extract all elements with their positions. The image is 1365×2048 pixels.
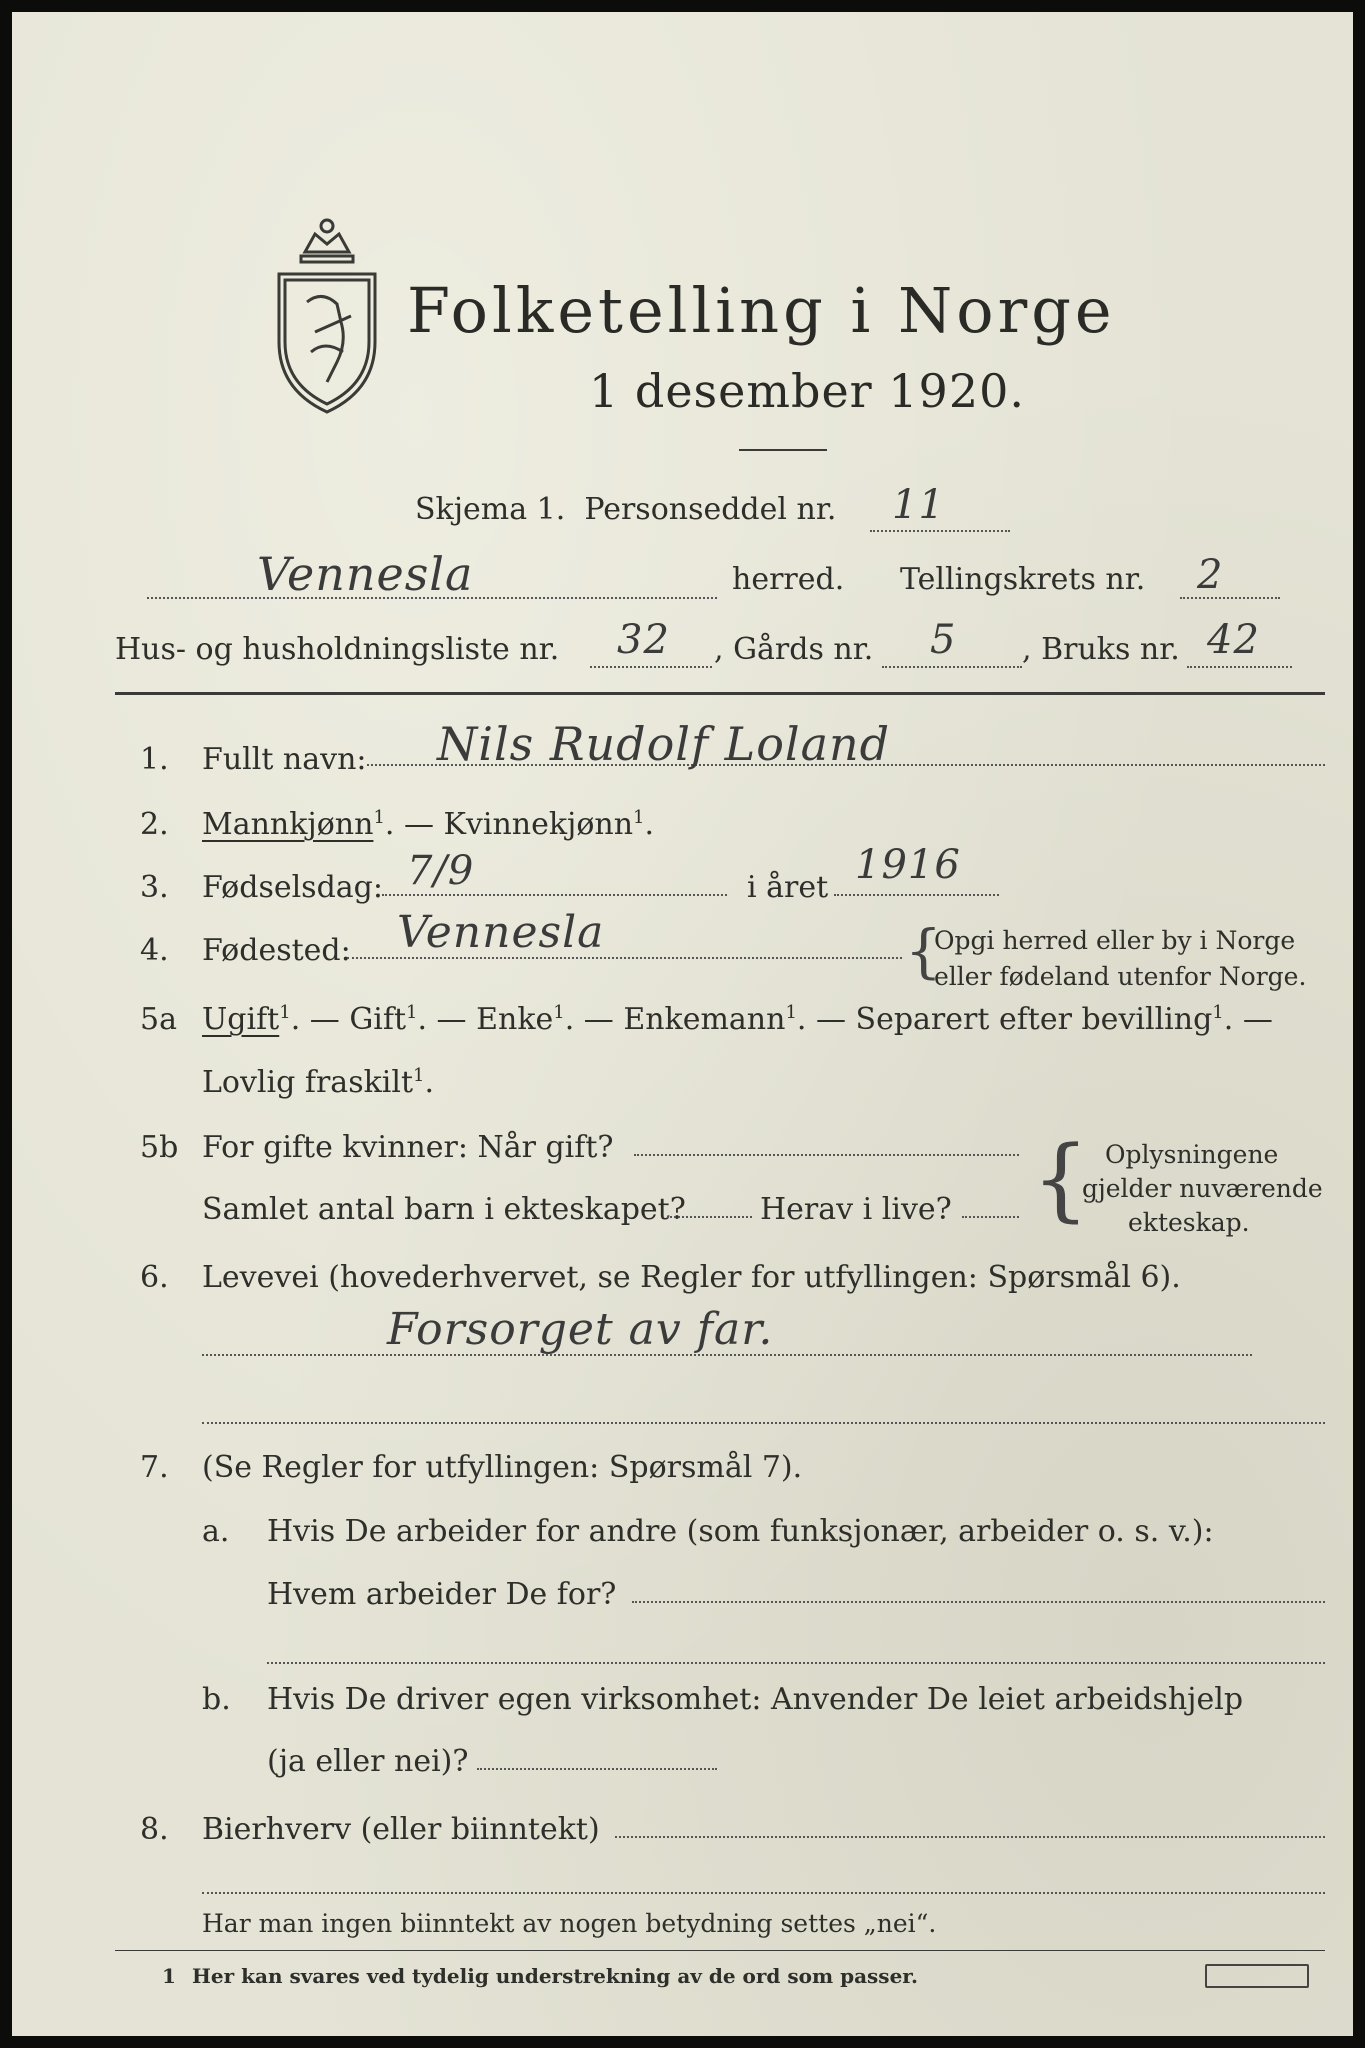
q4-number: 4.: [140, 933, 169, 968]
q5b-note-line1: Oplysningene: [1105, 1140, 1279, 1169]
q8-label: Bierhverv (eller biinntekt): [202, 1812, 600, 1847]
full-name-value: Nils Rudolf Loland: [437, 717, 891, 771]
marital-gift: Gift: [349, 1002, 407, 1037]
q2-number: 2.: [140, 807, 169, 842]
header-divider: [115, 692, 1325, 695]
marital-fraskilt: Lovlig fraskilt$^1$.: [202, 1065, 435, 1100]
q3-label: Fødselsdag:: [202, 870, 383, 905]
tellingskrets-label: Tellingskrets nr.: [900, 562, 1146, 597]
skjema-label: Skjema 1. Personseddel nr.: [415, 492, 837, 527]
gender-female: Kvinnekjønn: [443, 807, 634, 842]
q7a-employer-label: Hvem arbeider De for?: [267, 1577, 617, 1612]
q3-number: 3.: [140, 870, 169, 905]
herred-value: Vennesla: [257, 547, 474, 601]
q5b-children-total: Samlet antal barn i ekteskapet?: [202, 1192, 686, 1227]
census-date: 1 desember 1920.: [589, 364, 1025, 418]
birthplace-value: Vennesla: [397, 907, 605, 958]
q5a-number: 5a: [140, 1002, 177, 1037]
q4-label: Fødested:: [202, 933, 351, 968]
tellingskrets-number: 2: [1197, 552, 1224, 598]
bruks-number: 42: [1207, 617, 1260, 663]
q1-label: Fullt navn:: [202, 742, 367, 777]
birthday-value: 7/9: [407, 848, 475, 894]
herred-label: herred.: [732, 562, 845, 597]
q7b-yes-no-label: (ja eller nei)?: [267, 1744, 469, 1779]
personseddel-number: 11: [892, 482, 945, 528]
q7a-letter: a.: [202, 1514, 230, 1549]
q7-label: (Se Regler for utfyllingen: Spørsmål 7).: [202, 1450, 803, 1485]
husholdningsliste-number: 32: [617, 617, 670, 663]
q5b-when-married: For gifte kvinner: Når gift?: [202, 1130, 614, 1165]
occupation-value: Forsorget av far.: [387, 1304, 774, 1355]
year-label: i året: [747, 870, 829, 905]
birthplace-note-line2: eller fødeland utenfor Norge.: [934, 962, 1307, 991]
biinntekt-note: Har man ingen biinntekt av nogen betydning settes „nei“.: [202, 1909, 937, 1938]
marital-separert: Separert efter bevilling: [855, 1002, 1213, 1037]
q7b-letter: b.: [202, 1682, 231, 1717]
footnote-mark: 1: [162, 1964, 176, 1988]
census-form-page: Folketelling i Norge 1 desember 1920. Skjema 1. Personseddel nr. 11 Vennesla herred. Tellingskrets nr. 2 Hus- og husholdningsliste nr. 32 , Gårds nr. 5 , Bruks nr. 42 1. Fullt navn: Nils Rudolf Loland 2. Mannkjønn$^1$. — Kvinnekjønn$^1$. 3. Fødselsdag: 7/9 i året 1916 4. Fødested: Vennesla { Opgi herred eller by i Norge eller fødeland utenfor Norge. 5a Ugift$^1$. — Gift$^1$. — Enke$^1$. — Enkemann$^1$. — Separert efter bevilling$^1$. — Lovlig fraskilt$^1$. 5b For gifte kvinner: Når gift? Samlet antal barn i ekteskapet? Herav i live? { Oplysningene gjelder nuværende ekteskap. 6. Levevei (hovederhvervet, se Regler for utfyllingen: Spørsmål 6). Forsorget av far. 7. (Se Regler for utfyllingen: Spørsmål 7). a. Hvis De arbeider for andre (som funksjonær, arbeider o. s. v.): Hvem arbeider De for? b. Hvis De driver egen virksomhet: Anvender De leiet arbeidshjelp (ja eller nei)? 8. Bierhverv (eller biinntekt) Har man ingen biinntekt av nogen betydning settes „nei“. 1 Her kan svares ved tydelig understrekning av de ord som passer.: [12, 12, 1353, 2036]
q7a-question: Hvis De arbeider for andre (som funksjonær, arbeider o. s. v.):: [267, 1514, 1214, 1549]
gards-label: , Gårds nr.: [714, 632, 874, 667]
gards-number: 5: [930, 617, 957, 663]
q6-label: Levevei (hovederhvervet, se Regler for utfyllingen: Spørsmål 6).: [202, 1260, 1181, 1295]
norway-coat-of-arms-icon: [267, 212, 387, 422]
q1-number: 1.: [140, 742, 169, 777]
marital-ugift: Ugift: [202, 1002, 280, 1037]
birthplace-note-line1: Opgi herred eller by i Norge: [934, 926, 1296, 955]
gender-options: Mannkjønn$^1$. — Kvinnekjønn$^1$.: [202, 807, 655, 842]
husholdningsliste-label: Hus- og husholdningsliste nr.: [115, 632, 560, 667]
birth-year-value: 1916: [855, 842, 961, 888]
printer-stamp: [1205, 1964, 1309, 1988]
footer-divider: [115, 1950, 1325, 1951]
q7-number: 7.: [140, 1450, 169, 1485]
q5b-note-line3: ekteskap.: [1128, 1208, 1250, 1237]
q8-number: 8.: [140, 1812, 169, 1847]
form-title: Folketelling i Norge: [407, 274, 1116, 347]
q5b-children-alive: Herav i live?: [760, 1192, 952, 1227]
title-divider: [739, 449, 827, 451]
q5b-note-line2: gjelder nuværende: [1082, 1174, 1323, 1203]
q6-number: 6.: [140, 1260, 169, 1295]
q7b-question: Hvis De driver egen virksomhet: Anvender De leiet arbeidshjelp: [267, 1682, 1244, 1717]
footnote-text: Her kan svares ved tydelig understrekning av de ord som passer.: [192, 1964, 918, 1988]
marital-status-options: Ugift$^1$. — Gift$^1$. — Enke$^1$. — Enkemann$^1$. — Separert efter bevilling$^1$. —: [202, 1002, 1273, 1037]
q5b-number: 5b: [140, 1130, 179, 1165]
marital-enkemann: Enkemann: [623, 1002, 786, 1037]
marital-enke: Enke: [476, 1002, 554, 1037]
bruks-label: , Bruks nr.: [1022, 632, 1180, 667]
gender-male: Mannkjønn: [202, 807, 374, 842]
